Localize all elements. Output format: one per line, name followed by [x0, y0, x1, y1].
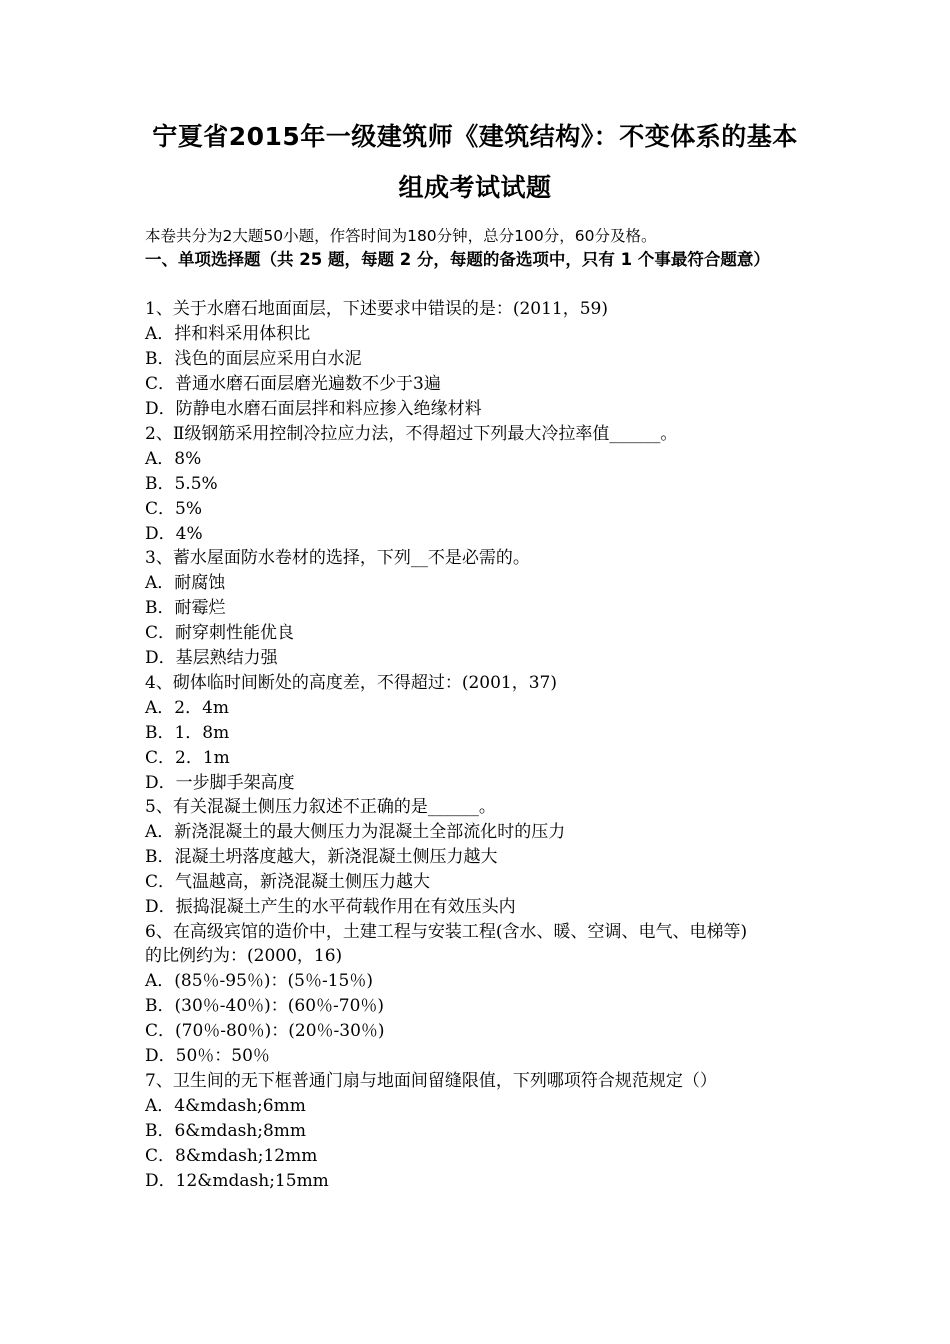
question-stem: 7、卫生间的无下框普通门扇与地面间留缝限值，下列哪项符合规范规定（）: [145, 1071, 717, 1091]
question-stem: 2、Ⅱ级钢筋采用控制冷拉应力法，不得超过下列最大冷拉率值______。: [145, 424, 678, 444]
answer-option: A．8%: [145, 449, 202, 469]
answer-option: C．5%: [145, 499, 202, 519]
answer-option: A．4&mdash;6mm: [145, 1096, 306, 1116]
answer-option: D．振捣混凝土产生的水平荷载作用在有效压头内: [145, 897, 516, 917]
answer-option: A．拌和料采用体积比: [145, 324, 311, 344]
question-stem: 3、蓄水屋面防水卷材的选择，下列__不是必需的。: [145, 548, 530, 568]
answer-option: A．新浇混凝土的最大侧压力为混凝土全部流化时的压力: [145, 822, 566, 842]
answer-option: B．混凝土坍落度越大，新浇混凝土侧压力越大: [145, 847, 498, 867]
answer-option: D．基层熟结力强: [145, 648, 278, 668]
exam-instructions: 本卷共分为2大题50小题，作答时间为180分钟，总分100分，60分及格。: [145, 227, 657, 245]
answer-option: C．8&mdash;12mm: [145, 1146, 318, 1166]
answer-option: C．(70％-80％)：(20％-30％): [145, 1021, 385, 1041]
answer-option: B．1．8m: [145, 723, 230, 743]
document-title-line-1: 宁夏省2015年一级建筑师《建筑结构》：不变体系的基本: [152, 122, 798, 151]
document-title-line-2: 组成考试试题: [398, 173, 552, 202]
answer-option: C．2．1m: [145, 748, 230, 768]
answer-option: B．(30％-40％)：(60％-70％): [145, 996, 385, 1016]
question-stem: 4、砌体临时间断处的高度差，不得超过：(2001，37): [145, 673, 557, 693]
question-stem: 5、有关混凝土侧压力叙述不正确的是______。: [145, 797, 496, 817]
answer-option: D．50％：50％: [145, 1046, 270, 1066]
question-stem: 6、在高级宾馆的造价中，土建工程与安装工程(含水、暖、空调、电气、电梯等): [145, 922, 748, 942]
question-stem-continued: 的比例约为：(2000，16): [145, 946, 343, 966]
answer-option: A．耐腐蚀: [145, 573, 226, 593]
answer-option: B．浅色的面层应采用白水泥: [145, 349, 362, 369]
answer-option: A．(85％-95％)：(5％-15％): [145, 971, 374, 991]
answer-option: D．12&mdash;15mm: [145, 1171, 329, 1191]
answer-option: D．防静电水磨石面层拌和料应掺入绝缘材料: [145, 399, 482, 419]
answer-option: B．5.5%: [145, 474, 218, 494]
section-heading: 一、单项选择题（共 25 题，每题 2 分，每题的备选项中，只有 1 个事最符合题意）: [145, 250, 770, 269]
answer-option: D．一步脚手架高度: [145, 773, 295, 793]
answer-option: C．气温越高，新浇混凝土侧压力越大: [145, 872, 431, 892]
answer-option: C．耐穿刺性能优良: [145, 623, 295, 643]
answer-option: A．2．4m: [145, 698, 230, 718]
answer-option: B．6&mdash;8mm: [145, 1121, 307, 1141]
answer-option: B．耐霉烂: [145, 598, 226, 618]
question-stem: 1、关于水磨石地面面层，下述要求中错误的是：(2011，59): [145, 299, 608, 319]
answer-option: C．普通水磨石面层磨光遍数不少于3遍: [145, 374, 441, 394]
answer-option: D．4%: [145, 524, 203, 544]
